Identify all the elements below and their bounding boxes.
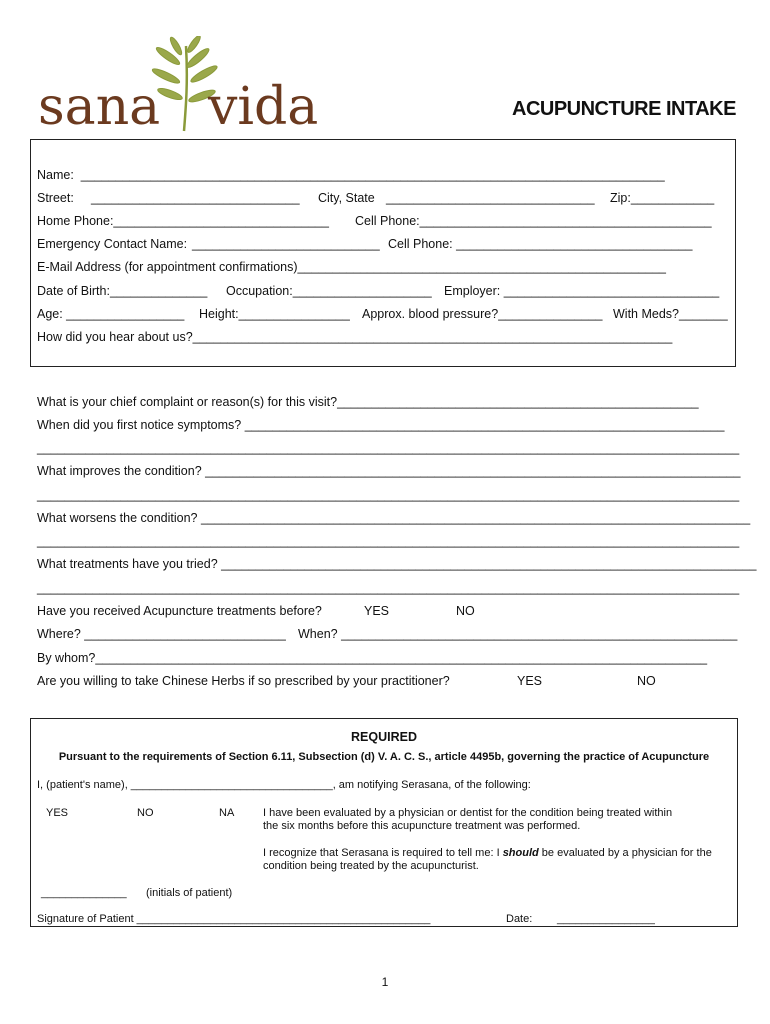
worsens-field[interactable]: What worsens the condition? _______________________________________________________________________________ [37,511,751,525]
initials-label: (initials of patient) [146,887,233,899]
age-field[interactable]: Age: _________________ [37,307,185,321]
recognition-statement-line1: I recognize that Serasana is required to tell me: I should be evaluated by a physician for the [263,847,712,859]
emergency-contact-field[interactable]: ___________________________ [192,237,380,251]
when-field[interactable]: When? _________________________________________________________ [298,627,738,641]
occupation-field[interactable]: Occupation:____________________ [226,284,432,298]
required-na-option[interactable]: NA [219,807,235,819]
statute-text: Pursuant to the requirements of Section 6.11, Subsection (d) V. A. C. S., article 4495b, governing the practice of Acupuncture [58,751,710,763]
signature-field[interactable]: Signature of Patient ________________________________________________ [37,913,431,925]
referral-field[interactable]: How did you hear about us?_____________________________________________________________________ [37,330,673,344]
page-title: ACUPUNCTURE INTAKE [512,98,736,120]
herbs-no-option[interactable]: NO [637,674,656,688]
improves-continuation-line[interactable]: _____________________________________________________________________________________________________ [37,488,740,502]
evaluation-statement-line2: the six months before this acupuncture treatment was performed. [263,820,581,832]
treatments-continuation-line[interactable]: _____________________________________________________________________________________________________ [37,581,740,595]
where-field[interactable]: Where? _____________________________ [37,627,286,641]
by-whom-field[interactable]: By whom?________________________________________________________________________________________ [37,651,708,665]
symptoms-onset-field[interactable]: When did you first notice symptoms? _____________________________________________________________________ [37,418,725,432]
city-state-field[interactable]: ______________________________ [386,191,595,205]
required-heading: REQUIRED [351,730,417,744]
emergency-cell-field[interactable]: Cell Phone: __________________________________ [388,237,693,251]
treatments-field[interactable]: What treatments have you tried? _____________________________________________________________________________ [37,557,757,571]
symptoms-continuation-line[interactable]: _____________________________________________________________________________________________________ [37,441,740,455]
city-state-label: City, State [318,191,375,205]
name-field[interactable]: Name: ____________________________________________________________________________________ [37,168,665,182]
page-number: 1 [381,975,389,989]
employer-field[interactable]: Employer: _______________________________ [444,284,720,298]
meds-field[interactable]: With Meds?_______ [613,307,728,321]
acupuncture-yes-option[interactable]: YES [364,604,390,618]
initials-field[interactable]: ______________ [41,887,127,899]
date-label: Date: [506,913,533,925]
acupuncture-no-option[interactable]: NO [456,604,475,618]
sana-vida-logo [36,36,326,136]
dob-field[interactable]: Date of Birth:______________ [37,284,208,298]
patient-name-notify-field[interactable]: I, (patient's name), _________________________________, am notifying Serasana, of the following: [37,779,531,791]
recognition-statement-line2: condition being treated by the acupuncturist. [263,860,479,872]
street-field[interactable]: ______________________________ [91,191,300,205]
herbs-yes-option[interactable]: YES [517,674,543,688]
acupuncture-before-question: Have you received Acupuncture treatments before? [37,604,322,618]
date-field[interactable]: ________________ [557,913,655,925]
cell-phone-field[interactable]: Cell Phone:__________________________________________ [355,214,712,228]
worsens-continuation-line[interactable]: _____________________________________________________________________________________________________ [37,534,740,548]
logo-text-vida: vida [208,77,319,136]
blood-pressure-field[interactable]: Approx. blood pressure?_______________ [362,307,603,321]
street-label: Street: [37,191,74,205]
chief-complaint-field[interactable]: What is your chief complaint or reason(s) for this visit?____________________________________________________ [37,395,699,409]
should-emphasis: should [502,847,539,859]
email-field[interactable]: E-Mail Address (for appointment confirmations)_____________________________________________________ [37,260,666,274]
evaluation-statement-line1: I have been evaluated by a physician or dentist for the condition being treated within [263,807,673,819]
required-no-option[interactable]: NO [137,807,154,819]
required-yes-option[interactable]: YES [46,807,69,819]
logo-text-sana: sana [38,77,161,136]
home-phone-field[interactable]: Home Phone:_______________________________ [37,214,329,228]
zip-field[interactable]: Zip:____________ [610,191,715,205]
herbs-question: Are you willing to take Chinese Herbs if so prescribed by your practitioner? [37,674,450,688]
emergency-contact-label: Emergency Contact Name: [37,237,188,251]
improves-field[interactable]: What improves the condition? _____________________________________________________________________________ [37,464,741,478]
height-field[interactable]: Height:________________ [199,307,350,321]
